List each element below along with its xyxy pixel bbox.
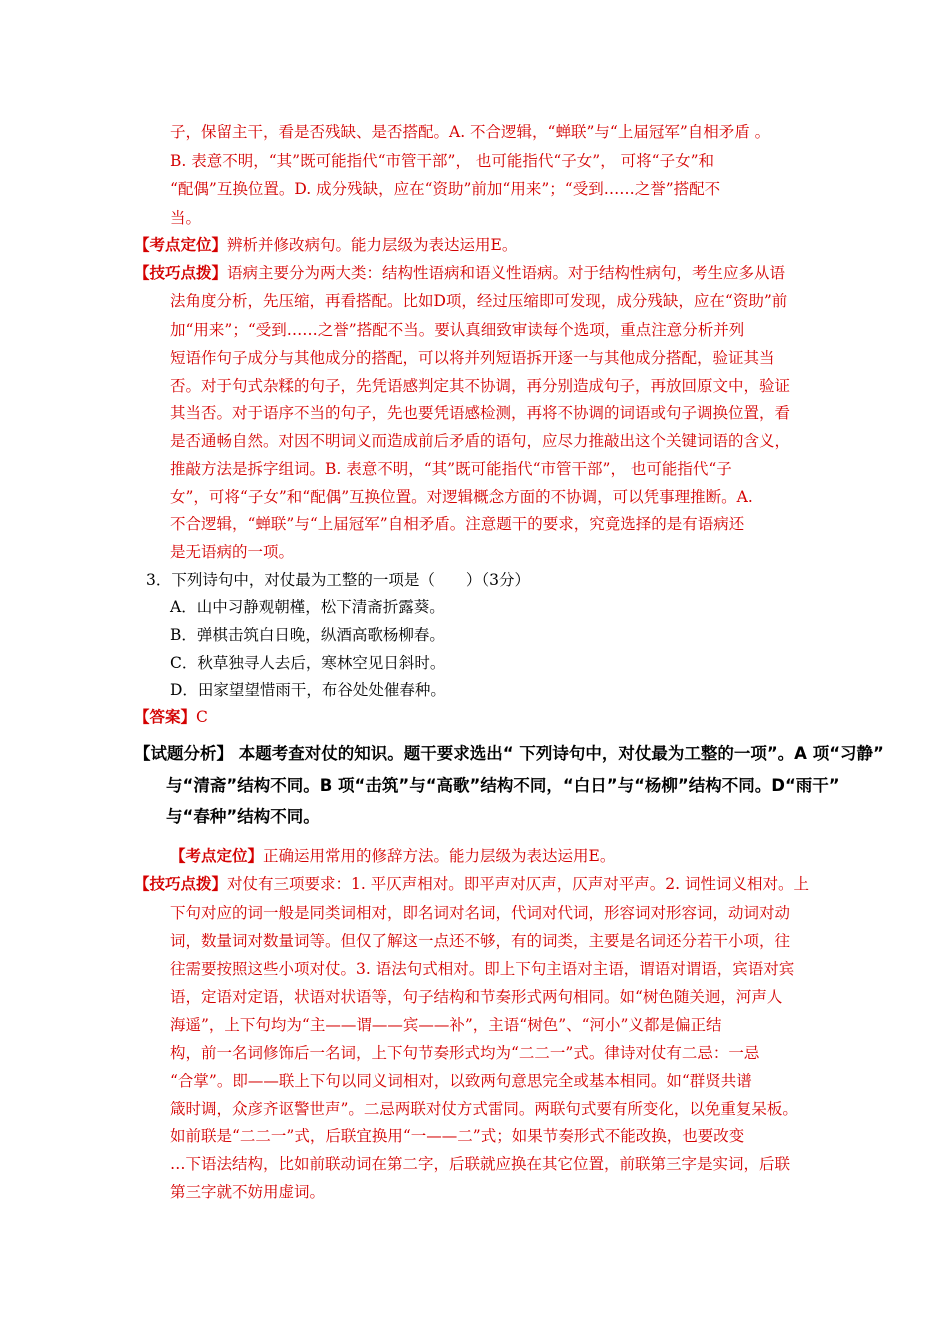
q2-tip-first-text: 语病主要分为两大类：结构性语病和语义性语病。对于结构性病句，考生应多从语 bbox=[227, 264, 786, 282]
q2-tip-first bbox=[134, 263, 785, 283]
q2-point-tag: 【考点定位】 bbox=[134, 235, 228, 254]
q3-stem: 3．下列诗句中，对仗最为工整的一项是（ ）（3分） bbox=[146, 571, 530, 589]
q2-point-text: 辨析并修改病句。能力层级为表达运用E。 bbox=[227, 236, 518, 254]
q3-tip-line: 词，数量词对数量词等。但仅了解这一点还不够，有的词类，主要是名词还分若干小项，往 bbox=[170, 932, 791, 950]
q2-tip-line: 女”，可将“子女”和“配偶”互换位置。对逻辑概念方面的不协调，可以凭事理推断。A. bbox=[170, 488, 753, 506]
analysis-line-4: 当。 bbox=[170, 209, 202, 227]
q2-point bbox=[134, 235, 517, 255]
q3-analysis-line: 与“清斋”结构不同。B 项“击筑”与“高歌”结构不同，“白日”与“杨柳”结构不同。D“雨干” bbox=[166, 776, 840, 795]
q3-tip-line: 构，前一名词修饰后一名词，上下句节奏形式均为“二二一”式。律诗对仗有二忌：一忌 bbox=[170, 1044, 760, 1062]
q2-tip-line: 推敲方法是拆字组词。B. 表意不明，“其”既可能指代“市管干部”， 也可能指代“子 bbox=[170, 460, 732, 478]
q3-option-b: B．弹棋击筑白日晚，纵酒高歌杨柳春。 bbox=[170, 626, 445, 644]
q3-answer bbox=[134, 707, 208, 727]
q2-tip-line: 是无语病的一项。 bbox=[170, 543, 295, 561]
q3-option-d: D．田家望望惜雨干，布谷处处催春种。 bbox=[170, 681, 446, 699]
q3-tip-line: 往需要按照这些小项对仗。3. 语法句式相对。即上下句主语对主语，谓语对谓语，宾语对宾 bbox=[170, 960, 795, 978]
q2-tip-line: 其当否。对于语序不当的句子，先也要凭语感检测，再将不协调的词语或句子调换位置，看 bbox=[170, 404, 791, 422]
q3-answer-tag: 【答案】 bbox=[134, 707, 197, 726]
q3-option-c: C．秋草独寻人去后，寒林空见日斜时。 bbox=[170, 654, 446, 672]
q3-analysis-first-text: 本题考查对仗的知识。题干要求选出“ 下列诗句中，对仗最为工整的一项”。A 项“习静” bbox=[233, 744, 884, 763]
q3-point-tag: 【考点定位】 bbox=[170, 846, 264, 865]
analysis-line-1: 子，保留主干，看是否残缺、是否搭配。A. 不合逻辑，“蝉联”与“上届冠军”自相矛盾 。 bbox=[170, 123, 771, 141]
q3-answer-value: C bbox=[196, 708, 208, 726]
analysis-line-2: B. 表意不明，“其”既可能指代“市管干部”， 也可能指代“子女”， 可将“子女”和 bbox=[170, 152, 714, 170]
q3-tip-line: 下句对应的词一般是同类词相对，即名词对名词，代词对代词，形容词对形容词，动词对动 bbox=[170, 904, 791, 922]
q3-tip-tag: 【技巧点拨】 bbox=[134, 874, 228, 893]
q3-analysis-tag: 【试题分析】 bbox=[134, 744, 233, 763]
q3-tip-line: 第三字就不妨用虚词。 bbox=[170, 1183, 326, 1201]
analysis-line-3: “配偶”互换位置。D. 成分残缺，应在“资助”前加“用来”；“受到……之誉”搭配不 bbox=[170, 180, 721, 198]
q3-tip-line: 语，定语对定语，状语对状语等，句子结构和节奏形式两句相同。如“树色随关迥，河声人 bbox=[170, 988, 783, 1006]
q2-tip-line: 加“用来”；“受到……之誉”搭配不当。要认真细致审读每个选项，重点注意分析并列 bbox=[170, 321, 745, 339]
q2-tip-line: 否。对于句式杂糅的句子，先凭语感判定其不协调，再分别造成句子，再放回原文中，验证 bbox=[170, 377, 791, 395]
q3-tip-line: 如前联是“二二一”式，后联宜换用“一——二”式；如果节奏形式不能改换，也要改变 bbox=[170, 1127, 745, 1145]
q3-analysis-first bbox=[134, 744, 884, 764]
q3-tip-line: 箴时调，众彦齐讴警世声”。二忌两联对仗方式雷同。两联句式要有所变化，以免重复呆板。 bbox=[170, 1100, 798, 1118]
q3-tip-first-text: 对仗有三项要求：1. 平仄声相对。即平声对仄声，仄声对平声。2. 词性词义相对。上 bbox=[227, 875, 809, 893]
q3-option-a: A．山中习静观朝槿，松下清斋折露葵。 bbox=[170, 598, 445, 616]
q3-point bbox=[170, 846, 615, 866]
q3-tip-line: …下语法结构，比如前联动词在第二字，后联就应换在其它位置，前联第三字是实词，后联 bbox=[170, 1155, 791, 1173]
q2-tip-line: 不合逻辑，“蝉联”与“上届冠军”自相矛盾。注意题干的要求，究竟选择的是有语病还 bbox=[170, 515, 745, 533]
q2-tip-line: 短语作句子成分与其他成分的搭配，可以将并列短语拆开逐一与其他成分搭配，验证其当 bbox=[170, 349, 775, 367]
q2-tip-tag: 【技巧点拨】 bbox=[134, 263, 228, 282]
q3-tip-line: “合掌”。即——联上下句以同义词相对，以致两句意思完全或基本相同。如“群贤共谱 bbox=[170, 1072, 752, 1090]
q2-tip-line: 是否通畅自然。对因不明词义而造成前后矛盾的语句，应尽力推敲出这个关键词语的含义， bbox=[170, 432, 791, 450]
q3-tip-first bbox=[134, 874, 809, 894]
q3-analysis-line: 与“春种”结构不同。 bbox=[166, 807, 320, 826]
q2-tip-line: 法角度分析，先压缩，再看搭配。比如D项，经过压缩即可发现，成分残缺，应在“资助”前 bbox=[170, 292, 788, 310]
q3-tip-line: 海遥”，上下句均为“主——谓——宾——补”，主语“树色”、“河小”义都是偏正结 bbox=[170, 1016, 722, 1034]
q3-point-text: 正确运用常用的修辞方法。能力层级为表达运用E。 bbox=[263, 847, 616, 865]
